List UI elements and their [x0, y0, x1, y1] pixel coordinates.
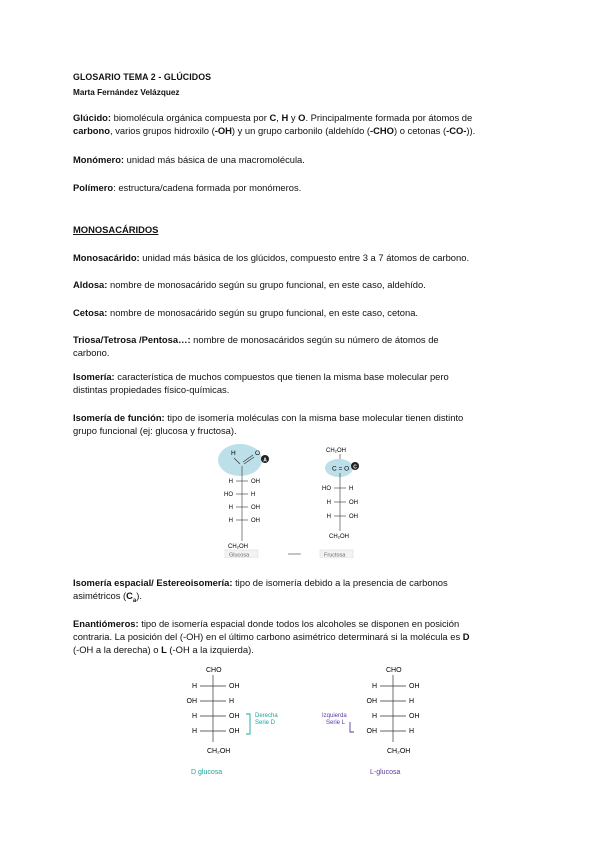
- caption-d-glucosa: D glucosa: [191, 769, 223, 776]
- d-row-right-0: OH: [229, 683, 240, 690]
- l-row-left-3: OH: [366, 728, 377, 735]
- l-bottom: CH₂OH: [387, 748, 411, 755]
- l-row-left-0: H: [371, 683, 377, 690]
- fructosa-row-right-0: H: [349, 486, 354, 492]
- entry-cetosa: Cetosa: nombre de monosacárido según su grupo funcional, en este caso, cetona.: [73, 307, 419, 318]
- carbonyl-highlight-left: [218, 444, 262, 476]
- l-row-right-1: H: [409, 698, 415, 705]
- fructosa-row-left-0: HO: [322, 486, 331, 492]
- l-row-left-1: OH: [366, 698, 377, 705]
- fructosa-row-left-1: H: [326, 500, 331, 506]
- caption-glucosa: Glucosa: [229, 552, 250, 558]
- left-top-o: O: [255, 450, 261, 457]
- svg-text:A: A: [263, 457, 267, 464]
- glucosa-row-left-1: HO: [224, 492, 233, 498]
- entry-monomero: Monómero: unidad más básica de una macromolécula.: [73, 154, 305, 165]
- right-bottom: CH₂OH: [329, 534, 349, 540]
- fructosa-row-right-2: OH: [349, 514, 358, 520]
- document-title: GLOSARIO TEMA 2 - GLÚCIDOS: [73, 72, 212, 82]
- caption-l-glucosa: L-glucosa: [370, 769, 401, 776]
- left-bottom: CH₂OH: [228, 544, 248, 550]
- entry-isomeria: Isomería: característica de muchos compuestos que tienen la misma base molecular pero distintas propiedades físico-químicas.: [73, 371, 449, 395]
- right-top: CH₂OH: [326, 448, 346, 454]
- figure-enantiomers: [180, 662, 430, 780]
- d-row-left-3: H: [191, 728, 197, 735]
- entry-monosacarido: Monosacárido: unidad más básica de los glúcidos, compuesto entre 3 a 7 átomos de carbono.: [73, 252, 470, 263]
- fructosa-row-left-2: H: [326, 514, 331, 520]
- figure-function-isomerism: [216, 442, 381, 558]
- d-note-1: Derecha: [255, 713, 278, 719]
- d-top: CHO: [206, 667, 222, 674]
- d-note-2: Serie D: [255, 720, 276, 726]
- d-row-right-1: H: [229, 698, 235, 705]
- glucosa-row-right-1: H: [251, 492, 256, 498]
- caption-fructosa: Fructosa: [324, 552, 346, 558]
- term-glucido: Glúcido:: [73, 112, 112, 123]
- svg-text:C: C: [353, 464, 357, 471]
- entry-enantiomeros: Enantiómeros: tipo de isomería espacial donde todos los alcoholes se disponen en posición contraria. La posición del (-OH) en el último carbono asimétrico determinará si la molécula es D (-OH a la derecha) o L (-OH a la izquierda).: [73, 618, 470, 655]
- svg-text:═══: ═══: [288, 552, 301, 558]
- l-note-1: Izquierda: [322, 713, 347, 719]
- d-row-left-1: OH: [186, 698, 197, 705]
- l-top: CHO: [386, 667, 402, 674]
- left-top-h: H: [231, 450, 236, 457]
- l-row-right-3: H: [409, 728, 415, 735]
- document-author: Marta Fernández Velázquez: [73, 88, 180, 97]
- entry-isomeria-espacial: Isomería espacial/ Estereoisomería: tipo de isomería debido a la presencia de carbonos asimétricos $(C_a)$.: [73, 577, 448, 604]
- l-row-left-2: H: [371, 713, 377, 720]
- glucosa-row-left-2: H: [228, 505, 233, 511]
- glucosa-row-left-0: H: [228, 479, 233, 485]
- d-row-right-3: OH: [229, 728, 240, 735]
- right-carbonyl: C = O: [332, 465, 350, 473]
- l-row-right-0: OH: [409, 683, 420, 690]
- glucosa-row-right-0: OH: [251, 479, 260, 485]
- d-row-right-2: OH: [229, 713, 240, 720]
- glucosa-row-right-2: OH: [251, 505, 260, 511]
- entry-glucido: Glúcido: biomolécula orgánica compuesta por C, H y O. Principalmente formada por átomos de carbono, varios grupos hidroxilo (-OH) y un grupo carbonilo (aldehído (-CHO) o cetonas (-CO-)).: [73, 112, 476, 136]
- l-note-2: Serie L: [326, 720, 346, 726]
- fructosa-row-right-1: OH: [349, 500, 358, 506]
- entry-triosa: Triosa/Tetrosa /Pentosa…: nombre de monosacáridos según su número de átomos de carbono.: [73, 334, 439, 358]
- glucosa-row-left-3: H: [228, 518, 233, 524]
- entry-polimero: Polímero: estructura/cadena formada por monómeros.: [73, 182, 302, 193]
- section-title-monosacaridos: MONOSACÁRIDOS: [73, 224, 159, 235]
- d-row-left-0: H: [191, 683, 197, 690]
- entry-isomeria-funcion: Isomería de función: tipo de isomería moléculas con la misma base molecular tienen distinto grupo funcional (ej: glucosa y fructosa).: [73, 412, 464, 436]
- l-row-right-2: OH: [409, 713, 420, 720]
- l-bracket: [350, 722, 354, 732]
- d-bottom: CH₂OH: [207, 748, 231, 755]
- entry-aldosa: Aldosa: nombre de monosacárido según su grupo funcional, en este caso, aldehído.: [73, 279, 426, 290]
- d-row-left-2: H: [191, 713, 197, 720]
- d-bracket: [246, 714, 250, 734]
- glucosa-row-right-3: OH: [251, 518, 260, 524]
